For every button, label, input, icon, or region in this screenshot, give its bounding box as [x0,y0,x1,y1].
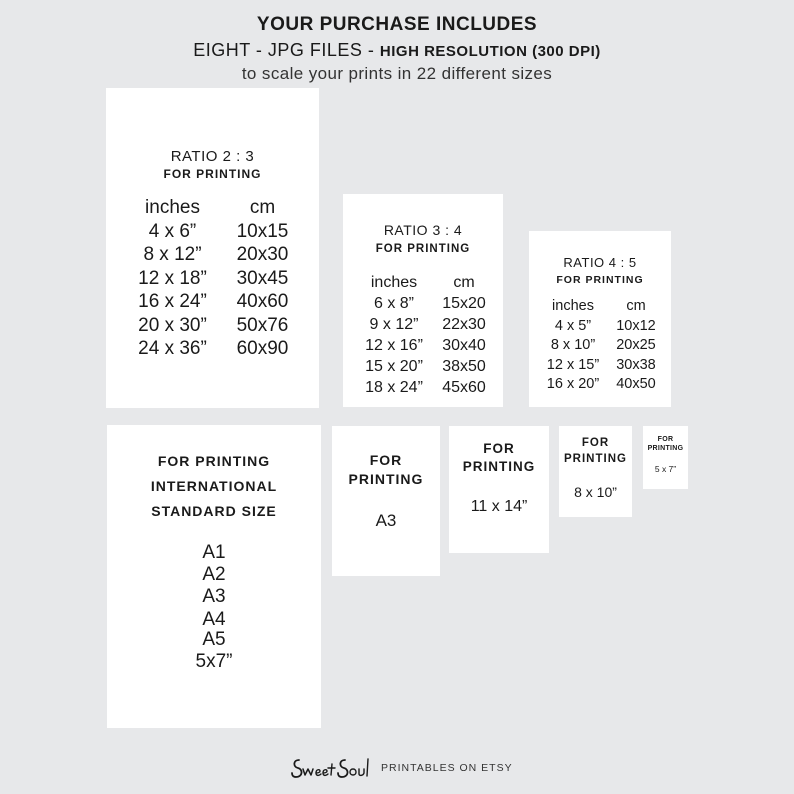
table-row [529,375,671,395]
for-printing-label: FOR PRINTING [375,243,471,255]
header-resolution-text: HIGH RESOLUTION (300 DPI) [379,43,601,60]
size-cm: 40x50 [616,376,656,392]
table-row [343,377,503,398]
size-table [529,297,671,395]
ratio-title: RATIO 3 : 4 [383,222,463,238]
size-table [343,272,503,398]
size-cm: 20x30 [236,244,289,265]
for-printing-label: FOR PRINTING [157,453,271,469]
size-inches: 15 x 20” [365,358,423,375]
printing-label: PRINTING [462,459,536,474]
col-cm-header: cm [249,197,276,218]
list-item: A1 [202,542,226,563]
size-inches: 16 x 24” [138,291,207,312]
international-size-card [107,425,321,728]
size-inches: 4 x 5” [554,317,592,334]
for-printing-label: FOR PRINTING [163,167,262,181]
size-inches: 9 x 12” [369,316,419,333]
size-inches: 16 x 20” [546,376,600,392]
header-files-text: EIGHT - JPG FILES - [193,40,380,60]
size-cm: 60x90 [236,338,289,359]
header-subtitle [0,40,794,61]
for-label: FOR [581,437,610,449]
size-inches: 6 x 8” [373,295,414,312]
size-inches: 12 x 18” [138,267,207,289]
list-item: A3 [202,586,226,607]
table-row [343,293,503,314]
table-row [529,317,671,337]
size-cm: 20x25 [616,337,656,353]
table-row [343,335,503,356]
size-inches: 20 x 30” [138,314,207,336]
table-row [106,290,319,314]
size-cm: 38x50 [442,358,486,375]
col-inches-header: inches [552,298,594,314]
size-inches: 12 x 15” [546,356,600,373]
col-inches-header: inches [370,274,418,291]
size-label: 5 x 7” [654,464,677,474]
size-inches: 8 x 10” [550,337,596,353]
table-row [343,356,503,377]
table-row [106,314,319,338]
for-label: FOR [369,452,403,468]
brand-tagline: PRINTABLES ON ETSY [381,762,513,774]
size-8x10-card [559,426,632,517]
ratio-2-3-card [106,88,319,408]
table-row [529,336,671,356]
sweet-soul-logo [289,752,371,784]
size-cm: 10x15 [236,220,289,242]
size-5x7-card [643,426,688,489]
size-cm: 15x20 [442,295,486,312]
for-label: FOR [657,436,674,443]
ratio-4-5-card [529,231,671,407]
printing-label: PRINTING [647,445,684,452]
size-table [106,196,319,361]
col-inches-header: inches [145,197,200,218]
col-cm-header: cm [453,274,475,291]
size-cm: 10x12 [616,317,656,334]
size-inches: 4 x 6” [148,220,197,242]
table-row [106,220,319,244]
printing-label: PRINTING [564,453,627,465]
size-inches: 18 x 24” [365,379,423,396]
for-printing-label: FOR PRINTING [556,274,644,286]
size-label: 8 x 10” [574,484,617,500]
for-label: FOR [483,441,515,456]
table-row [106,337,319,361]
ratio-3-4-card [343,194,503,407]
size-cm: 50x76 [236,314,289,336]
list-item: 5x7” [195,651,233,672]
table-header [106,196,319,220]
ratio-title: RATIO 4 : 5 [563,255,637,270]
table-row [106,243,319,267]
size-cm: 30x40 [442,337,486,354]
header-title: YOUR PURCHASE INCLUDES [256,14,538,35]
size-label: A3 [375,511,397,530]
size-cm: 30x45 [236,267,289,289]
standard-size-label: STANDARD SIZE [151,503,277,519]
size-cm: 45x60 [442,379,486,396]
a3-card [332,426,440,576]
size-inches: 24 x 36” [138,338,207,359]
size-11x14-card [449,426,549,553]
list-item: A2 [202,564,226,585]
size-list [107,542,321,673]
printing-label: PRINTING [348,471,424,487]
ratio-title: RATIO 2 : 3 [170,148,255,165]
list-item: A4 [202,609,226,630]
header-description: to scale your prints in 22 different sizes [241,64,553,83]
size-inches: 8 x 12” [143,244,202,265]
list-item: A5 [202,629,226,650]
size-cm: 22x30 [442,316,486,333]
table-row [106,267,319,291]
size-label: 11 x 14” [470,498,528,515]
table-header [529,297,671,317]
international-label: INTERNATIONAL [150,478,278,494]
size-cm: 40x60 [236,291,289,312]
brand-footer [289,750,513,786]
size-cm: 30x38 [616,356,656,373]
table-header [343,272,503,293]
table-row [529,356,671,376]
size-inches: 12 x 16” [365,337,423,354]
table-row [343,314,503,335]
col-cm-header: cm [626,298,646,314]
